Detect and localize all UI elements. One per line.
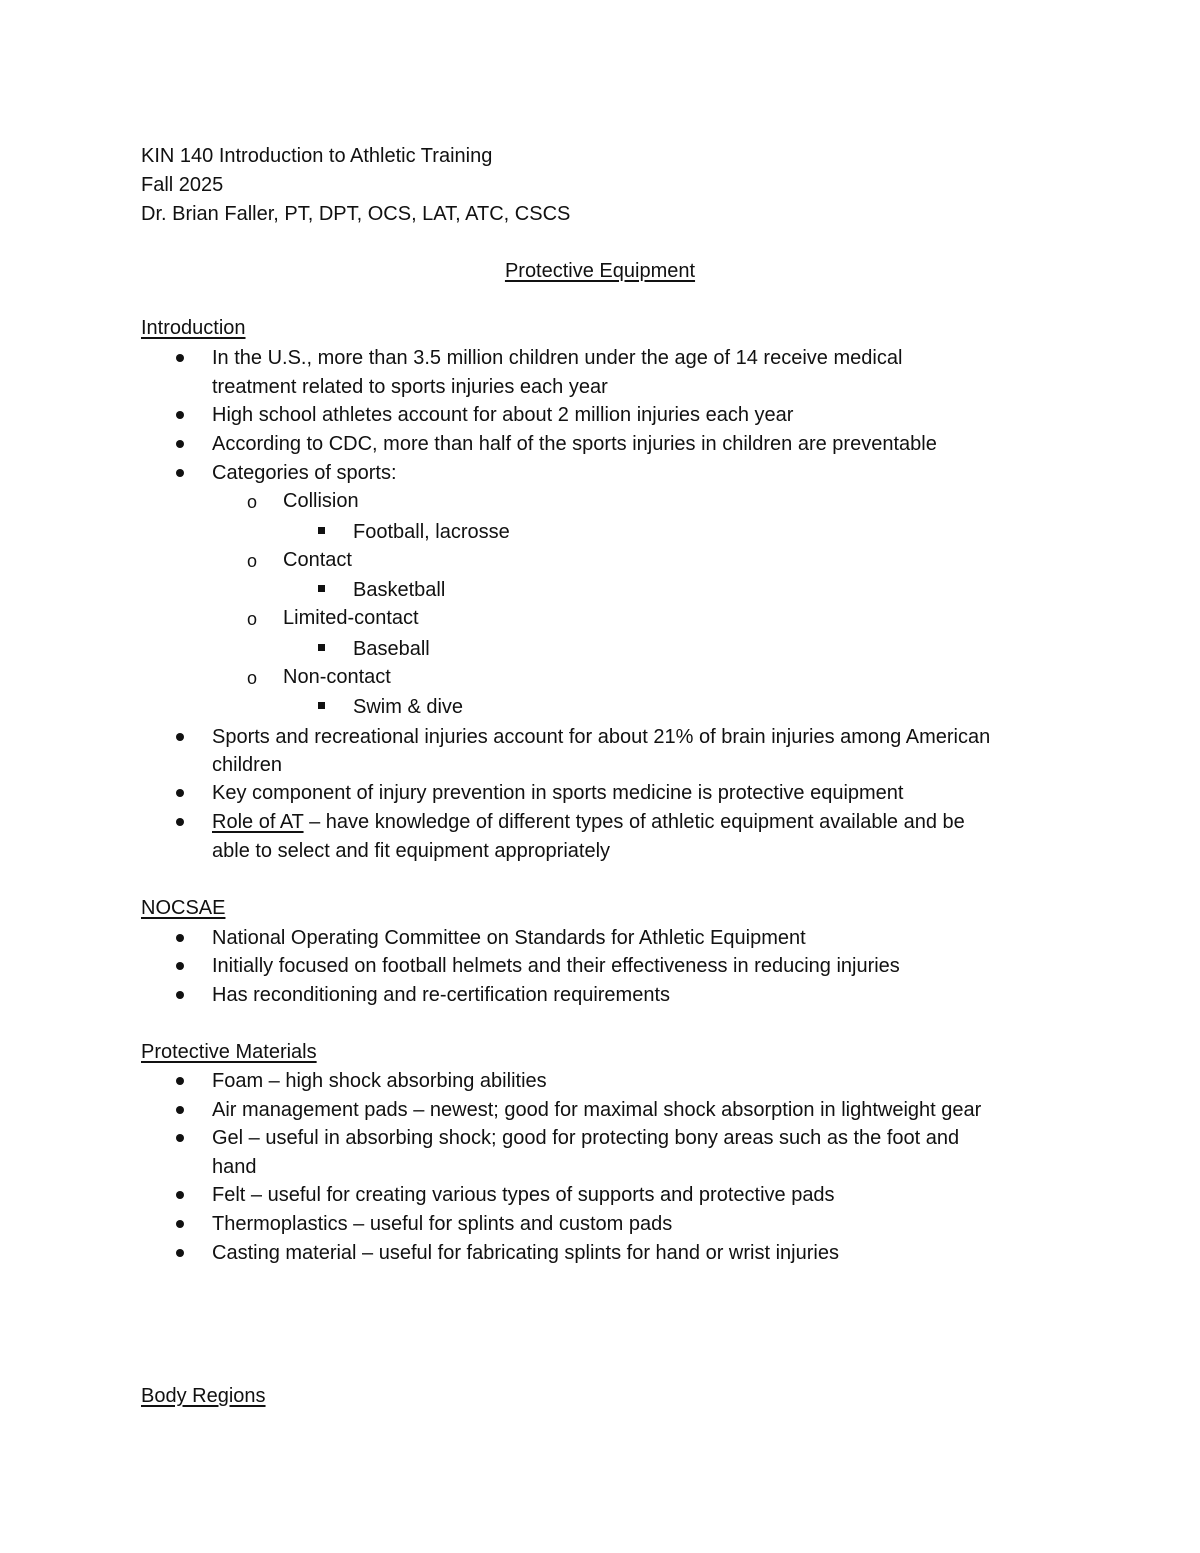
- term: Fall 2025: [141, 174, 224, 196]
- bullet-icon: [176, 1220, 184, 1228]
- sub-sub-list-item: Swim & dive: [353, 696, 464, 718]
- list-item: Gel – useful in absorbing shock; good for protecting bony areas such as the foot and: [212, 1127, 960, 1149]
- bullet-icon: [176, 818, 184, 826]
- square-bullet-icon: [318, 527, 325, 534]
- bullet-icon: [176, 469, 184, 477]
- list-item: Foam – high shock absorbing abilities: [212, 1070, 547, 1092]
- circle-bullet-icon: o: [247, 551, 258, 571]
- bullet-icon: [176, 1249, 184, 1257]
- bullet-icon: [176, 733, 184, 741]
- square-bullet-icon: [318, 644, 325, 651]
- bullet-icon: [176, 991, 184, 999]
- page-title: Protective Equipment: [504, 260, 696, 282]
- instructor: Dr. Brian Faller, PT, DPT, OCS, LAT, ATC, CSCS: [141, 203, 571, 225]
- bullet-icon: [176, 354, 184, 362]
- list-item: Casting material – useful for fabricating splints for hand or wrist injuries: [212, 1242, 839, 1264]
- square-bullet-icon: [318, 585, 325, 592]
- list-item-continuation: treatment related to sports injuries each year: [212, 376, 608, 398]
- list-item: High school athletes account for about 2 million injuries each year: [212, 404, 794, 426]
- list-item: Key component of injury prevention in sports medicine is protective equipment: [212, 782, 904, 804]
- bullet-icon: [176, 1106, 184, 1114]
- list-item: Categories of sports:: [212, 462, 397, 484]
- bullet-icon: [176, 1134, 184, 1142]
- sub-list-item: Collision: [283, 490, 359, 512]
- sub-list-item: Contact: [283, 549, 352, 571]
- circle-bullet-icon: o: [247, 668, 258, 688]
- bullet-icon: [176, 789, 184, 797]
- circle-bullet-icon: o: [247, 492, 258, 512]
- list-item: Air management pads – newest; good for maximal shock absorption in lightweight gear: [212, 1099, 982, 1121]
- role-of-at-label: Role of AT: [212, 811, 304, 833]
- list-item: Has reconditioning and re-certification requirements: [212, 984, 671, 1006]
- list-item: Initially focused on football helmets and their effectiveness in reducing injuries: [212, 955, 900, 977]
- bullet-icon: [176, 962, 184, 970]
- bullet-icon: [176, 1191, 184, 1199]
- list-item: National Operating Committee on Standards for Athletic Equipment: [212, 927, 806, 949]
- square-bullet-icon: [318, 702, 325, 709]
- section-heading-nocsae: NOCSAE: [141, 897, 226, 919]
- list-item-continuation: children: [212, 754, 283, 776]
- sub-list-item: Limited-contact: [283, 607, 419, 629]
- list-item: Felt – useful for creating various types of supports and protective pads: [212, 1184, 835, 1206]
- bullet-icon: [176, 1077, 184, 1085]
- list-item: [212, 810, 965, 834]
- list-item-continuation: able to select and fit equipment appropriately: [212, 840, 611, 862]
- list-item: In the U.S., more than 3.5 million children under the age of 14 receive medical: [212, 347, 903, 369]
- course-title: KIN 140 Introduction to Athletic Training: [141, 145, 493, 167]
- section-heading-body-regions: Body Regions: [141, 1385, 266, 1407]
- section-heading-introduction: Introduction: [141, 317, 246, 339]
- list-item: According to CDC, more than half of the sports injuries in children are preventable: [212, 433, 937, 455]
- sub-sub-list-item: Baseball: [353, 638, 430, 660]
- bullet-icon: [176, 411, 184, 419]
- list-item: Thermoplastics – useful for splints and custom pads: [212, 1213, 673, 1235]
- sub-list-item: Non-contact: [283, 666, 391, 688]
- section-heading-protective-materials: Protective Materials: [141, 1041, 317, 1063]
- circle-bullet-icon: o: [247, 609, 258, 629]
- bullet-icon: [176, 934, 184, 942]
- list-item-continuation: hand: [212, 1156, 257, 1178]
- list-item: Sports and recreational injuries account for about 21% of brain injuries among American: [212, 726, 991, 748]
- sub-sub-list-item: Basketball: [353, 579, 446, 601]
- sub-sub-list-item: Football, lacrosse: [353, 521, 510, 543]
- bullet-icon: [176, 440, 184, 448]
- role-of-at-text: – have knowledge of different types of athletic equipment available and be: [303, 811, 965, 833]
